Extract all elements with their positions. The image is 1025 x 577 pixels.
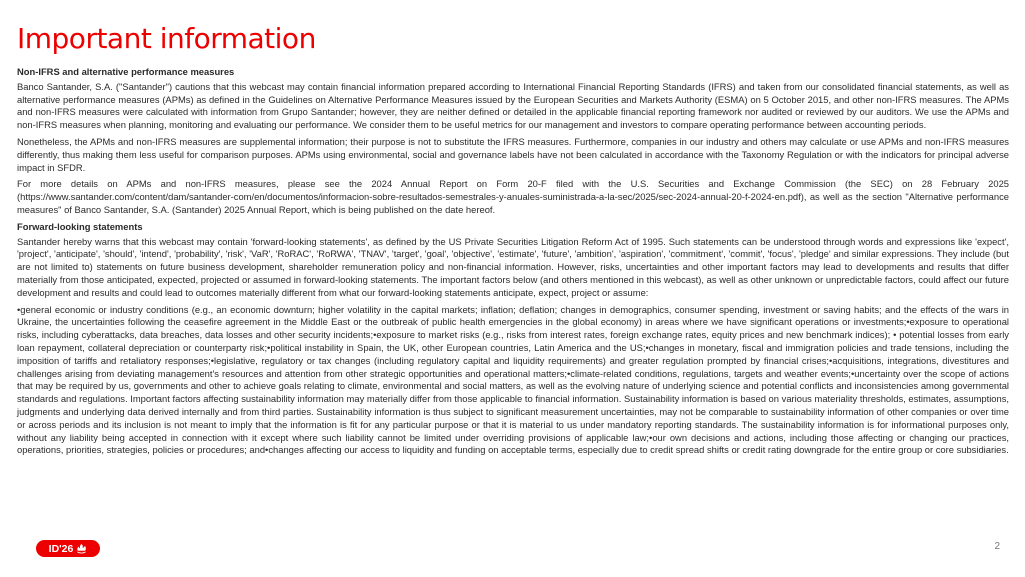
non-ifrs-paragraph-2: Nonetheless, the APMs and non-IFRS measures are supplemental information; their purpose is not to substitute the IFRS measures. Furthermore, companies in our industry and others may calculate or use APMs and non-IFRS measures differently, thus making them less useful for comparison purposes. APMs using environmental, social and governance labels have not been calculated in accordance with the Taxonomy Regulation or with the indicators for principal adverse impact in SFDR. xyxy=(17,135,1009,173)
non-ifrs-paragraph-1: Banco Santander, S.A. ("Santander") cautions that this webcast may contain financial information prepared according to International Financial Reporting Standards (IFRS) and taken from our consolidated financial statements, as well as alternative performance measures (APMs) as defined in the Guidelines on Alternative Performance Measures issued by the European Securities and Markets Authority (ESMA) on 5 October 2015, and other non-IFRS measures. The APMs and non-IFRS measures were calculated with information from Grupo Santander; however, they are neither defined or detailed in the applicable financial reporting framework nor audited or reviewed by our auditors. We use the APMs and non-IFRS measures when planning, monitoring and evaluating our performance. We consider them to be useful metrics for our management and investors to compare operating performance between accounting periods. xyxy=(17,80,1009,131)
disclaimer-body xyxy=(17,66,1009,461)
non-ifrs-paragraph-3: For more details on APMs and non-IFRS measures, please see the 2024 Annual Report on Form 20-F filed with the U.S. Securities and Exchange Commission (the SEC) on 28 February 2025 (https://www.santander.com/content/dam/santander-com/en/documentos/informacion-sobre-resultados-semestrales-y-anuales-suministrada-a-la-sec/2025/sec-2024-annual-20-f-2024-en.pdf), as well as the section "Alternative performance measures" of Banco Santander, S.A. (Santander) 2025 Annual Report, which is being published on the date hereof. xyxy=(17,178,1009,215)
page-number: 2 xyxy=(994,541,1000,552)
section-heading-non-ifrs: Non-IFRS and alternative performance measures xyxy=(17,66,235,77)
investor-day-logo xyxy=(36,540,100,557)
forward-looking-paragraph-2: •general economic or industry conditions (e.g., an economic downturn; higher volatility in the capital markets; inflation; deflation; changes in demographics, consumer spending, investment or saving habits; and the effects of the wars in Ukraine, the uncertainties following the ceasefire agreement in the Middle East or the outbreak of public health emergencies in the global economy) in areas where we have significant operations or investments;•exposure to operational risks, including cyberattacks, data breaches, data losses and other security incidents;•exposure to market risks (e.g., risks from interest rates, foreign exchange rates, equity prices and new benchmark indices); • potential losses from early loan repayment, collateral depreciation or counterparty risk;•political instability in Spain, the UK, other European countries, Latin America and the US;•changes in monetary, fiscal and immigration policies and trade tensions, including the imposition of tariffs and retaliatory responses;•legislative, regulatory or tax changes (including regulatory capital and liquidity requirements) and greater regulation prompted by financial crises;•acquisitions, integrations, divestitures and challenges arising from deviating management's resources and attention from other strategic opportunities and operational matters;•climate-related conditions, regulations, targets and weather events;•uncertainty over the scope of actions that may be required by us, governments and other to achieve goals relating to climate, environmental and social matters, as well as the evolving nature of underlying science and potential conflicts and inconsistencies among governmental standards and regulations. Important factors affecting sustainability information may materially differ from those applicable to financial information. Sustainability information is based on various materiality thresholds, estimates, assumptions, judgments and underlying data derived internally and from third parties. Sustainability information is thus subject to significant measurement uncertainties, may not be comparable to sustainability information of other companies or over time or across periods and its inclusion is not meant to imply that the information is fit for any particular purpose or that it is material to us under mandatory reporting standards. The sustainability information is for informational purposes only, without any liability being accepted in connection with it except where such liability cannot be limited under overriding provisions of applicable law;•our own decisions and actions, including those affecting or changing our practices, operations, priorities, strategies, policies or procedures; and•changes affecting our access to liquidity and funding on acceptable terms, especially due to credit spread shifts or credit rating downgrade for the entire group or core subsidiaries. xyxy=(17,303,1009,456)
forward-looking-paragraph-1: Santander hereby warns that this webcast may contain 'forward-looking statements', as defined by the US Private Securities Litigation Reform Act of 1995. Such statements can be understood through words and expressions like 'expect', 'project', 'anticipate', 'should', 'intend', 'probability', 'risk', 'VaR', 'RoRAC', 'RoRWA', 'TNAV', 'target', 'goal', 'objective', 'estimate', 'future', 'ambition', 'aspiration', 'commitment', 'commit', 'focus', 'pledge' and similar expressions. They include (but are not limited to) statements on future business development, shareholder remuneration policy and non-financial information. However, risks, uncertainties and other important factors may lead to developments and results that differ materially from those anticipated, expected, projected or assumed in forward-looking statements. The important factors below (and others mentioned in this webcast), as well as other unknown or unpredictable factors, could affect our future development and results and could lead to outcomes materially different from what our forward-looking statements anticipate, expect, project or assume: xyxy=(17,235,1009,298)
logo-text: ID'26 xyxy=(48,542,74,555)
section-heading-forward-looking: Forward-looking statements xyxy=(17,220,143,232)
santander-flame-icon xyxy=(76,543,87,554)
page-title: Important information xyxy=(17,22,316,55)
